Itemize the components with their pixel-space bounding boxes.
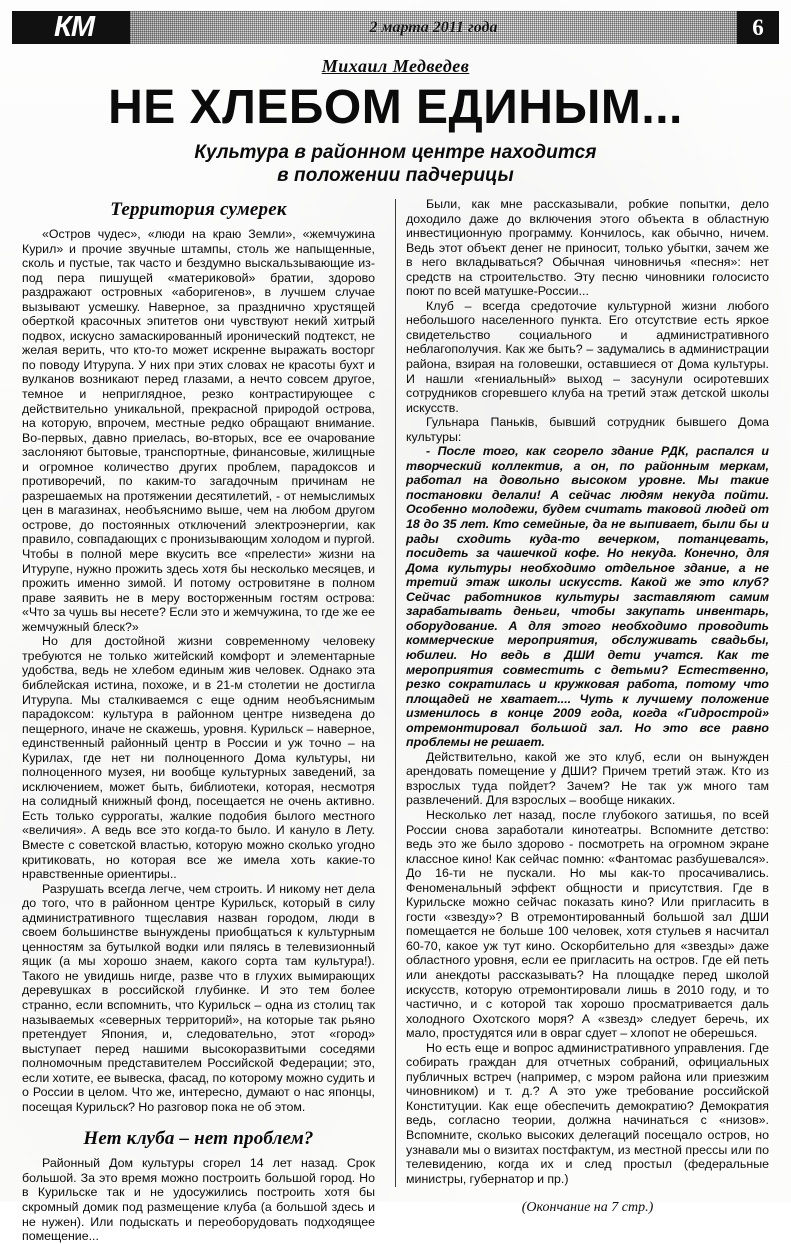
section-heading-no-club: Нет клуба – нет проблем? <box>83 1128 314 1150</box>
paragraph: Но для достойной жизни современному человеку требуются не только житейский комфорт и элементарные удобства, ведь не хлебом единым жив человек. Однако эта библейская истина, похоже, и в 21-м столетии не достигла Итурупа. Мы сталкиваемся с еще одним необъяснимым парадоксом: культура в районном центре низведена до пещерного, иначе не скажешь, уровня. Курильск – наверное, единственный районный центр в России и уж точно – на Курилах, где нет ни полноценного Дома культуры, ни полноценного музея, ни вообще культурных заведений, за исключением, может быть, библиотеки, которая, несмотря на солидный книжный фонд, посещается не очень активно. Есть только суррогаты, жалкие подобия былого местного «величия». А ведь все это когда-то было. И кануло в Лету. Вместе с советской властью, которую можно сколько угодно критиковать, но которая все же имела хоть какие-то нравственные ориентиры.. <box>22 634 375 882</box>
publication-logo: КМ <box>12 11 130 44</box>
paragraph: Действительно, какой же это клуб, если он вынужден арендовать помещение у ДШИ? Причем третий этаж. Кто из взрослых туда пойдет? Зачем? Не так уж много там развлечений. Для взрослых – вообще никаких. <box>406 749 769 808</box>
paragraph: Но есть еще и вопрос административного управления. Где собирать граждан для отчетных собраний, официальных публичных встреч (например, с мэром района или приезжим чиновником) и т. д.? А это уже требование российской Конституции. Как еще обеспечить демократию? Демократия ведь, согласно теории, должна начинаться с «низов». Вспомните, сколько высоких делегаций посещало остров, но узнавали мы о визитах постфактум, из местной прессы или по телевидению, когда их и след простыл (федеральные министры, губернатор и пр.) <box>406 1040 769 1186</box>
masthead-texture-strip <box>130 11 737 44</box>
section-heading-territory: Территория сумерек <box>110 199 287 220</box>
paragraph: Клуб – всегда средоточие культурной жизни любого небольшого населенного пункта. Его отсутствие есть яркое свидетельство социального и административного неблагополучия. Как же быть? – задумались в администрации района, взирая на головешки, оставшиеся от Дома культуры. И нашли «гениальный» выход – засунули осиротевших сотрудников сгоревшего клуба на третий этаж детской школы искусств. <box>406 298 769 415</box>
article-byline: Михаил Медведев <box>321 56 470 76</box>
left-column <box>22 197 385 1244</box>
right-column <box>406 197 769 1216</box>
issue-date: 2 марта 2011 года <box>369 18 498 36</box>
masthead-bar <box>12 11 779 44</box>
article-headline: НЕ ХЛЕБОМ ЕДИНЫМ... <box>108 81 683 134</box>
page-number: 6 <box>737 11 779 44</box>
interview-quote: - После того, как сгорело здание РДК, распался и творческий коллектив, а он, по районным меркам, работал на довольно высоком уровне. Мы такие постановки делали! А сейчас людям некуда пойти. Особенно молодежи, будем считать таковой людей от 18 до 35 лет. Кто семейные, да не выпивает, были бы и рады сходить куда-то вечерком, потанцевать, посидеть за чашечкой кофе. Но некуда. Конечно, для Дома культуры необходимо отдельное здание, а не третий этаж школы искусств. Какой же это клуб? Сейчас работников культуры заставляют самим зарабатывать деньги, чтобы закупать инвентарь, оборудование. А для этого необходимо проводить коммерческие мероприятия, обслуживать свадьбы, юбилеи. Но ведь в ДШИ дети учатся. Как те мероприятия совместить с детьми? Естественно, резко сократилась и кружковая работа, потому что площадей не хватает.... Чуть к лучшему положение изменилось в конце 2009 года, когда «Гидрострой» отремонтировал большой зал. Но это все равно проблемы не решает. <box>406 444 769 750</box>
paragraph: «Остров чудес», «люди на краю Земли», «жемчужина Курил» и прочие звучные штампы, столь же напыщенные, сколь и пустые, так часто и бездумно выскальзывающие из-под пера пишущей «материковой» братии, здорово раздражают островных «аборигенов», в лучшем случае вызывают усмешку. Наверное, за празднично хрустящей оберткой красочных эпитетов они чувствуют некий хитрый подвох, искусно замаскированный иронический подтекст, не желая верить, что кто-то может искренне выражать восторг по поводу Итурупа. У них при этих словах не красоты бухт и вулканов возникают перед глазами, а нечто совсем другое, темное и неприглядное, резко контрастирующее с действительно уникальной, прекрасной природой острова, на которую, впрочем, местные редко обращают внимание. Во-первых, давно приелась, во-вторых, все ее очарование заслоняют бытовые, транспортные, финансовые, жилищные и огромное количество других проблем, парадоксов и противоречий, по каким-то загадочным причинам не разрешаемых на протяжении десятилетий, - от немыслимых цен в магазинах, необъяснимо выше, чем на любом другом острове, до постоянных отключений электроэнергии, как правило, совпадающих с пронизывающим холодом и пургой. Чтобы в полной мере вкусить все «прелести» жизни на Итурупе, нужно прожить здесь хотя бы несколько месяцев, и прожить именно зимой. И потому островитяне в полном праве заявить не в меру восторженным гостям острова: «Что за чушь вы несете? Если это и жемчужина, то где же ее жемчужный блеск?» <box>22 227 375 634</box>
continuation-note: (Окончание на 7 стр.) <box>521 1200 654 1216</box>
column-divider <box>395 199 396 1187</box>
paragraph: Разрушать всегда легче, чем строить. И никому нет дела до того, что в районном центре Курильск, который в силу административного тщеславия назван городом, люди в своем большинстве вынуждены приобщаться к культурным ценностям за бутылкой водки или пялясь в телевизионный ящик (а мы хорошо знаем, какого сорта там культура!). Такого не увидишь нигде, разве что в глухих вымирающих деревушках в российской глубинке. И это тем более странно, если вспомнить, что Курильск – одна из столиц так называемых «северных территорий», на которые так рьяно претендует Япония, и, следовательно, этот «город» выступает перед нашими высокоразвитыми соседями полномочным представителем Российской Федерации; это, если хотите, ее вывеска, фасад, по которому можно судить и о России в целом. Что же, интересно, думают о нас японцы, посещая Курильск? Но разговор пока не об этом. <box>22 881 375 1114</box>
article-columns <box>22 197 770 1244</box>
paragraph: Несколько лет назад, после глубокого затишья, по всей России снова заработали кинотеатры. Вспомните детство: ведь это же было здорово - посмотреть на огромном экране классное кино! Как сейчас помню: «Фантомас разбушевался». До 16-ти не пускали. Но мы как-то просачивались. Феноменальный эффект общности и присутствия. Где в Курильске можно сейчас показать кино? Или пригласить в гости «звезду»? В отремонтированный большой зал ДШИ помещается не больше 100 человек, хотя стульев я насчитал 60-70, какое уж тут кино. Оскорбительно для «звезды» даже областного уровня, если ее пригласить на остров. Где ей петь или анекдоты рассказывать? На площадке перед школой искусств, которую отремонтировали лишь в 2010 году, и то частично, и с которой так хорошо просматривается даль холодного Охотского моря? А «звезд» следует беречь, их мало, простудятся или в овраг сдует – хлопот не оберешься. <box>406 807 769 1041</box>
paragraph: Гульнара Паньків, бывший сотрудник бывшего Дома культуры: <box>406 415 769 444</box>
article-title-block <box>24 56 767 187</box>
paragraph: Районный Дом культуры сгорел 14 лет назад. Срок большой. За это время можно построить большой город. Но в Курильске так и не удосужились построить хотя бы скромный домик под размещение клуба (а большой здесь и не нужен). Или подыскать и переоборудовать подходящее помещение... <box>22 1156 375 1244</box>
paragraph: Были, как мне рассказывали, робкие попытки, дело доходило даже до включения этого объекта в областную инвестиционную программу. Кончилось, как обычно, ничем. Ведь этот объект денег не приносит, только убытки, зачем же в него вкладываться? Обычная чиновничья «песня»: нет средств на строительство. Эту песню чиновники голосисто поют по всей матушке-России... <box>406 197 769 299</box>
article-subhead-line-2: в положении падчерицы <box>277 165 514 187</box>
article-subhead-line-1: Культура в районном центре находится <box>194 141 597 163</box>
